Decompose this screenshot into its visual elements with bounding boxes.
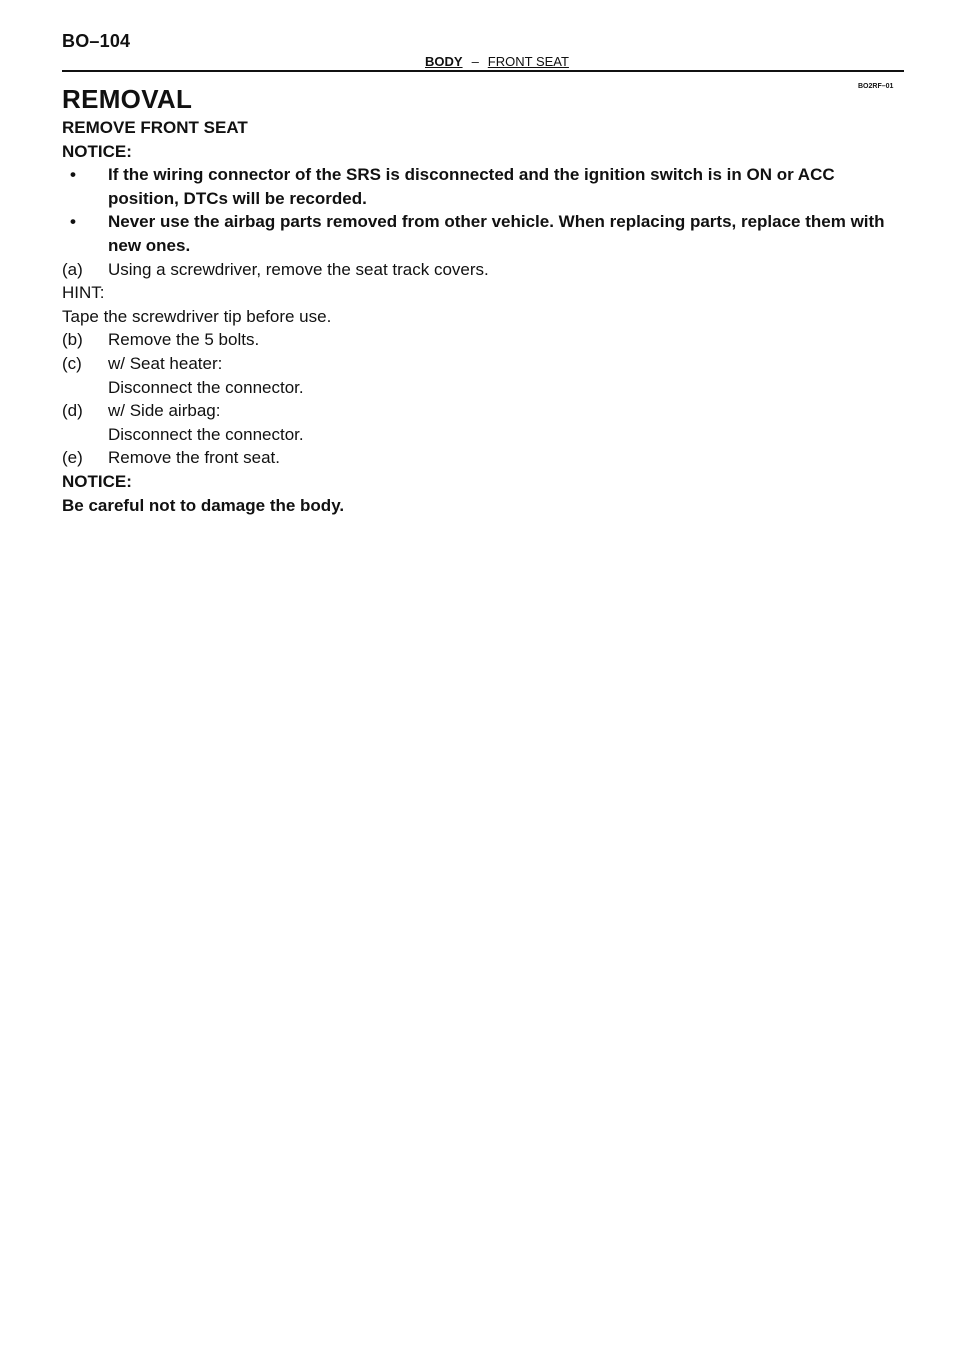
step-text: Using a screwdriver, remove the seat track covers. <box>108 259 489 279</box>
step-letter: (a) <box>62 259 83 279</box>
section-heading: REMOVAL <box>62 84 193 114</box>
step-text: w/ Side airbag: <box>108 401 221 421</box>
header-rule <box>62 70 904 72</box>
header-section: BODY <box>425 54 463 69</box>
step-c <box>62 352 904 399</box>
notice-bullet-text: If the wiring connector of the SRS is disconnected and the ignition switch is in ON or ACC position, DTCs will be recorded. <box>108 165 835 208</box>
step-e <box>62 446 904 470</box>
hint-label: HINT: <box>62 283 105 303</box>
bullet-icon: • <box>70 165 76 185</box>
step-letter: (e) <box>62 448 83 468</box>
step-text: w/ Seat heater: <box>108 353 223 373</box>
document-code: BO2RF–01 <box>858 83 894 90</box>
step-letter: (d) <box>62 401 83 421</box>
step-b <box>62 328 904 352</box>
notice-bullet <box>62 163 904 210</box>
step-subtext: Disconnect the connector. <box>108 377 304 397</box>
notice-label: NOTICE: <box>62 471 132 491</box>
notice-bullet-text: Never use the airbag parts removed from other vehicle. When replacing parts, replace them with new ones. <box>108 212 885 255</box>
hint-text: Tape the screwdriver tip before use. <box>62 306 332 326</box>
header-separator: – <box>471 54 479 69</box>
step-d <box>62 399 904 446</box>
header-title: FRONT SEAT <box>487 54 569 69</box>
step-letter: (b) <box>62 330 83 350</box>
content <box>62 116 904 517</box>
notice-text: Be careful not to damage the body. <box>62 495 345 515</box>
running-header <box>425 54 569 69</box>
step-subtext: Disconnect the connector. <box>108 424 304 444</box>
notice-label: NOTICE: <box>62 141 132 161</box>
step-letter: (c) <box>62 353 82 373</box>
step-a <box>62 258 904 282</box>
bullet-icon: • <box>70 212 76 232</box>
step-text: Remove the 5 bolts. <box>108 330 260 350</box>
notice-bullet <box>62 210 904 257</box>
subheading: REMOVE FRONT SEAT <box>62 118 248 137</box>
step-text: Remove the front seat. <box>108 448 280 468</box>
page-number: BO–104 <box>62 31 131 51</box>
